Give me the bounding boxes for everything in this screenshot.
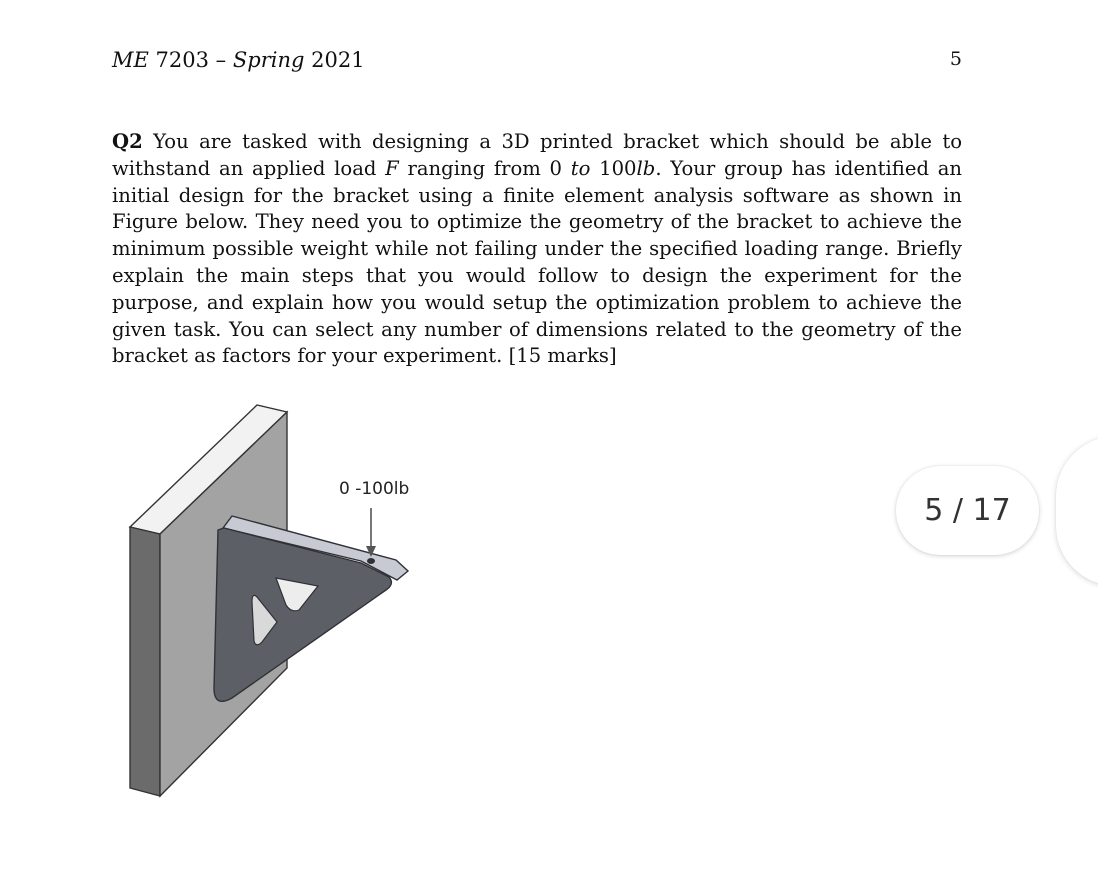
range-high: 100 (599, 156, 637, 180)
question-text (112, 129, 962, 370)
page-header (112, 48, 962, 76)
side-control[interactable] (1056, 436, 1098, 586)
range-unit: lb (636, 156, 656, 180)
course-prefix: ME (112, 48, 149, 72)
question-text-2: ranging from (398, 156, 550, 180)
page-indicator: 5 / 17 (896, 466, 1039, 555)
bracket-figure (120, 398, 420, 803)
question-text-3: . Your group has identified an initial design for the bracket using a finite element analysis software as shown in Figure below. They need you to optimize the geometry of the bracket to achieve the minimum possible weight while not failing under the specified loading range. Briefly explain the main steps that you would follow to design the experiment for the purpose, and explain how you would setup the optimization problem to achieve the given task. You can select any number of dimensions related to the geometry of the bracket as factors for your experiment. [15 marks] (112, 156, 963, 368)
question-label: Q2 (112, 130, 143, 153)
course-dash: – (215, 48, 227, 72)
force-variable: F (385, 156, 399, 180)
page-number: 5 (949, 48, 962, 70)
plate-side-face (130, 527, 160, 796)
range-to: to (570, 156, 591, 180)
load-range-label: 0 -100lb (339, 479, 410, 499)
range-low: 0 (549, 156, 563, 180)
course-title (112, 48, 365, 72)
course-number: 7203 (155, 48, 209, 72)
course-term: Spring (232, 48, 305, 72)
load-hole (367, 558, 375, 564)
course-year: 2021 (311, 48, 365, 72)
question-text-1: You are tasked with designing a 3D printed bracket which should be able to withstand an applied load (112, 130, 962, 180)
